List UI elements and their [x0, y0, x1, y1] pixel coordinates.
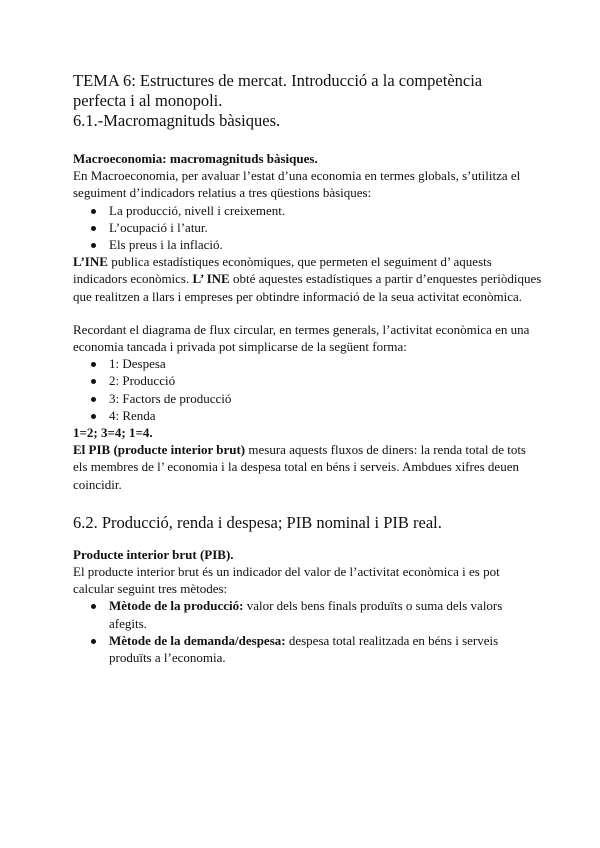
- list-item: [73, 632, 543, 666]
- equalities-text: 1=2; 3=4; 1=4.: [73, 425, 153, 441]
- ine-bold: L’INE: [73, 254, 108, 270]
- method-name: Mètode de la producció:: [109, 598, 244, 614]
- list-item: 1: Despesa: [73, 355, 543, 372]
- list-item: La producció, nivell i creixement.: [73, 202, 543, 219]
- ine-paragraph: [73, 253, 543, 305]
- title-line-2: perfecta i al monopoli.: [73, 91, 223, 110]
- list-item: 3: Factors de producció: [73, 390, 543, 407]
- list-item: Els preus i la inflació.: [73, 236, 543, 253]
- pib-text: mesura aquests fluxos de diners: la renda total de tots els membres de l’ economia i la despesa total en béns i serveis. Ambdues xifres deuen coincidir.: [73, 442, 526, 492]
- basic-questions-list: [73, 202, 543, 254]
- title-line-1: TEMA 6: Estructures de mercat. Introducció a la competència: [73, 71, 483, 90]
- ine-text-2: obté aquestes estadístiques a partir d’enquestes periòdiques que realitzen a llars i empreses per obtindre informació de la seua activitat econòmica.: [73, 271, 542, 304]
- list-item: 2: Producció: [73, 372, 543, 389]
- document-body: [73, 71, 543, 666]
- ine-bold-2: L’ INE: [192, 271, 230, 287]
- method-description: valor dels bens finals produïts o suma dels valors afegits.: [109, 598, 503, 631]
- section-2-intro: El producte interior brut és un indicador del valor de l’activitat econòmica i es pot calcular seguint tres mètodes:: [73, 564, 500, 597]
- section-2-heading: 6.2. Producció, renda i despesa; PIB nominal i PIB real.: [73, 512, 442, 532]
- ine-text-1: publica estadístiques econòmiques, que permeten el seguiment d’ aquests indicadors econòmics.: [73, 254, 492, 287]
- list-item: [73, 597, 543, 631]
- section-1-heading: 6.1.-Macromagnituds bàsiques.: [73, 111, 281, 130]
- list-item: 4: Renda: [73, 407, 543, 424]
- section-1-subheading: Macroeconomia: macromagnituds bàsiques.: [73, 151, 318, 166]
- method-description: despesa total realitzada en béns i serveis produïts a l’economia.: [109, 632, 499, 666]
- pib-bold: El PIB (producte interior brut): [73, 442, 246, 458]
- equalities: [73, 424, 543, 441]
- method-name: Mètode de la demanda/despesa:: [109, 632, 286, 648]
- list-item: L’ocupació i l’atur.: [73, 219, 543, 236]
- pib-paragraph: [73, 441, 543, 493]
- section-2-subheading: Producte interior brut (PIB).: [73, 546, 234, 562]
- flux-list: [73, 355, 543, 424]
- flux-intro: Recordant el diagrama de flux circular, en termes generals, l’activitat econòmica en una economia tancada i privada pot simplicarse de la següent forma:: [73, 321, 530, 355]
- section-1-intro: En Macroeconomia, per avaluar l’estat d’una economia en termes globals, s’utilitza el seguiment d’indicadors relatius a tres qüestions bàsiques:: [73, 168, 521, 201]
- document-title: [73, 71, 543, 111]
- methods-list: [73, 597, 543, 666]
